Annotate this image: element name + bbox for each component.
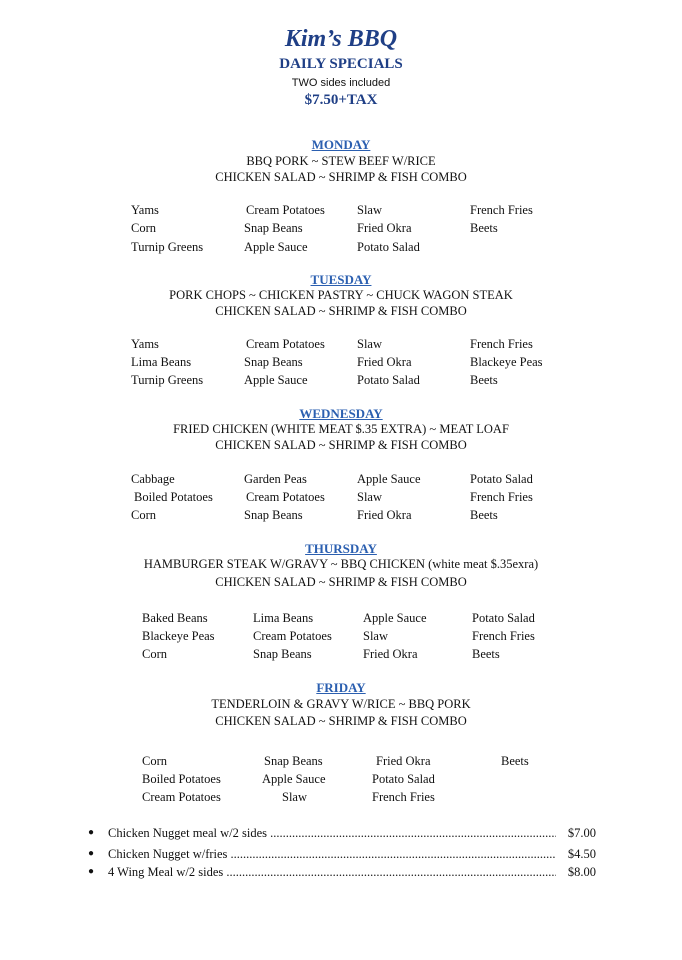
side-item: Baked Beans — [142, 611, 208, 625]
side-item: Slaw — [363, 629, 388, 643]
side-item: Cream Potatoes — [246, 337, 325, 351]
entree-line: CHICKEN SALAD ~ SHRIMP & FISH COMBO — [215, 438, 467, 452]
side-item: Slaw — [357, 337, 382, 351]
side-item: Fried Okra — [357, 508, 412, 522]
side-item: Potato Salad — [372, 772, 435, 786]
extra-item-wing-meal — [88, 864, 596, 880]
entree-line: PORK CHOPS ~ CHICKEN PASTRY ~ CHUCK WAGON STEAK — [169, 288, 513, 302]
side-item: Slaw — [282, 790, 307, 804]
side-item: Snap Beans — [244, 221, 303, 235]
day-title-tuesday: TUESDAY — [310, 272, 372, 287]
side-item: Beets — [470, 508, 498, 522]
side-item: French Fries — [470, 203, 533, 217]
side-item: Beets — [501, 754, 529, 768]
entree-line: TENDERLOIN & GRAVY W/RICE ~ BBQ PORK — [211, 697, 471, 711]
side-item: Potato Salad — [357, 373, 420, 387]
extra-item-price: $4.50 — [567, 847, 596, 861]
extra-item-label: Chicken Nugget meal w/2 sides ..... — [108, 825, 556, 841]
bullet-icon: ● — [88, 827, 95, 838]
day-title-monday: MONDAY — [311, 137, 371, 152]
side-item: Apple Sauce — [357, 472, 421, 486]
side-item: Slaw — [357, 203, 382, 217]
side-item: Garden Peas — [244, 472, 307, 486]
entree-line: CHICKEN SALAD ~ SHRIMP & FISH COMBO — [215, 714, 467, 728]
entree-line: CHICKEN SALAD ~ SHRIMP & FISH COMBO — [215, 304, 467, 318]
side-item: Corn — [142, 754, 167, 768]
side-item: Cream Potatoes — [246, 203, 325, 217]
side-item: Beets — [470, 221, 498, 235]
side-item: Corn — [142, 647, 167, 661]
entree-line: FRIED CHICKEN (WHITE MEAT $.35 EXTRA) ~ MEAT LOAF — [173, 422, 509, 436]
extra-item-price: $8.00 — [567, 865, 596, 879]
side-item: Turnip Greens — [131, 373, 204, 387]
bullet-icon: ● — [88, 848, 95, 859]
entree-line: HAMBURGER STEAK W/GRAVY ~ BBQ CHICKEN (white meat $.35exra) — [143, 557, 539, 571]
special-price: $7.50+TAX — [304, 92, 378, 108]
extra-item-price: $7.00 — [567, 826, 596, 840]
extra-item-nugget-fries — [88, 846, 596, 862]
side-item: Apple Sauce — [244, 240, 308, 254]
side-item: Blackeye Peas — [470, 355, 543, 369]
side-item: Turnip Greens — [131, 240, 204, 254]
side-item: Apple Sauce — [363, 611, 427, 625]
side-item: Potato Salad — [472, 611, 535, 625]
side-item: French Fries — [372, 790, 435, 804]
side-item: Corn — [131, 221, 156, 235]
side-item: Beets — [470, 373, 498, 387]
restaurant-title: Kim’s BBQ — [284, 26, 398, 52]
side-item: Snap Beans — [253, 647, 312, 661]
side-item: Cream Potatoes — [142, 790, 221, 804]
menu-subtitle: DAILY SPECIALS — [279, 56, 403, 72]
entree-line: CHICKEN SALAD ~ SHRIMP & FISH COMBO — [215, 575, 467, 589]
side-item: Fried Okra — [376, 754, 431, 768]
side-item: French Fries — [470, 337, 533, 351]
side-item: Boiled Potatoes — [142, 772, 221, 786]
side-item: Fried Okra — [363, 647, 418, 661]
entree-line: CHICKEN SALAD ~ SHRIMP & FISH COMBO — [215, 170, 467, 184]
extra-item-nugget-meal — [88, 825, 596, 841]
side-item: Fried Okra — [357, 355, 412, 369]
side-item: Apple Sauce — [244, 373, 308, 387]
side-item: Yams — [131, 337, 159, 351]
side-item: Cream Potatoes — [246, 490, 325, 504]
sides-note: TWO sides included — [291, 77, 391, 89]
day-title-friday: FRIDAY — [316, 680, 366, 695]
side-item: Cream Potatoes — [253, 629, 332, 643]
extra-item-label: Chicken Nugget w/fries ..... — [108, 846, 556, 862]
side-item: Cabbage — [131, 472, 175, 486]
side-item: Slaw — [357, 490, 382, 504]
entree-line: BBQ PORK ~ STEW BEEF W/RICE — [246, 154, 436, 168]
side-item: Potato Salad — [470, 472, 533, 486]
side-item: Corn — [131, 508, 156, 522]
day-title-thursday: THURSDAY — [305, 541, 377, 556]
side-item: Boiled Potatoes — [134, 490, 213, 504]
side-item: Potato Salad — [357, 240, 420, 254]
side-item: Snap Beans — [244, 355, 303, 369]
side-item: French Fries — [472, 629, 535, 643]
side-item: Snap Beans — [264, 754, 323, 768]
side-item: Apple Sauce — [262, 772, 326, 786]
side-item: Lima Beans — [131, 355, 192, 369]
bullet-icon: ● — [88, 866, 95, 877]
side-item: Snap Beans — [244, 508, 303, 522]
side-item: Blackeye Peas — [142, 629, 215, 643]
extra-item-label: 4 Wing Meal w/2 sides ..... — [108, 864, 556, 880]
side-item: Fried Okra — [357, 221, 412, 235]
day-title-wednesday: WEDNESDAY — [299, 406, 383, 421]
side-item: French Fries — [470, 490, 533, 504]
side-item: Lima Beans — [253, 611, 314, 625]
side-item: Beets — [472, 647, 500, 661]
side-item: Yams — [131, 203, 159, 217]
